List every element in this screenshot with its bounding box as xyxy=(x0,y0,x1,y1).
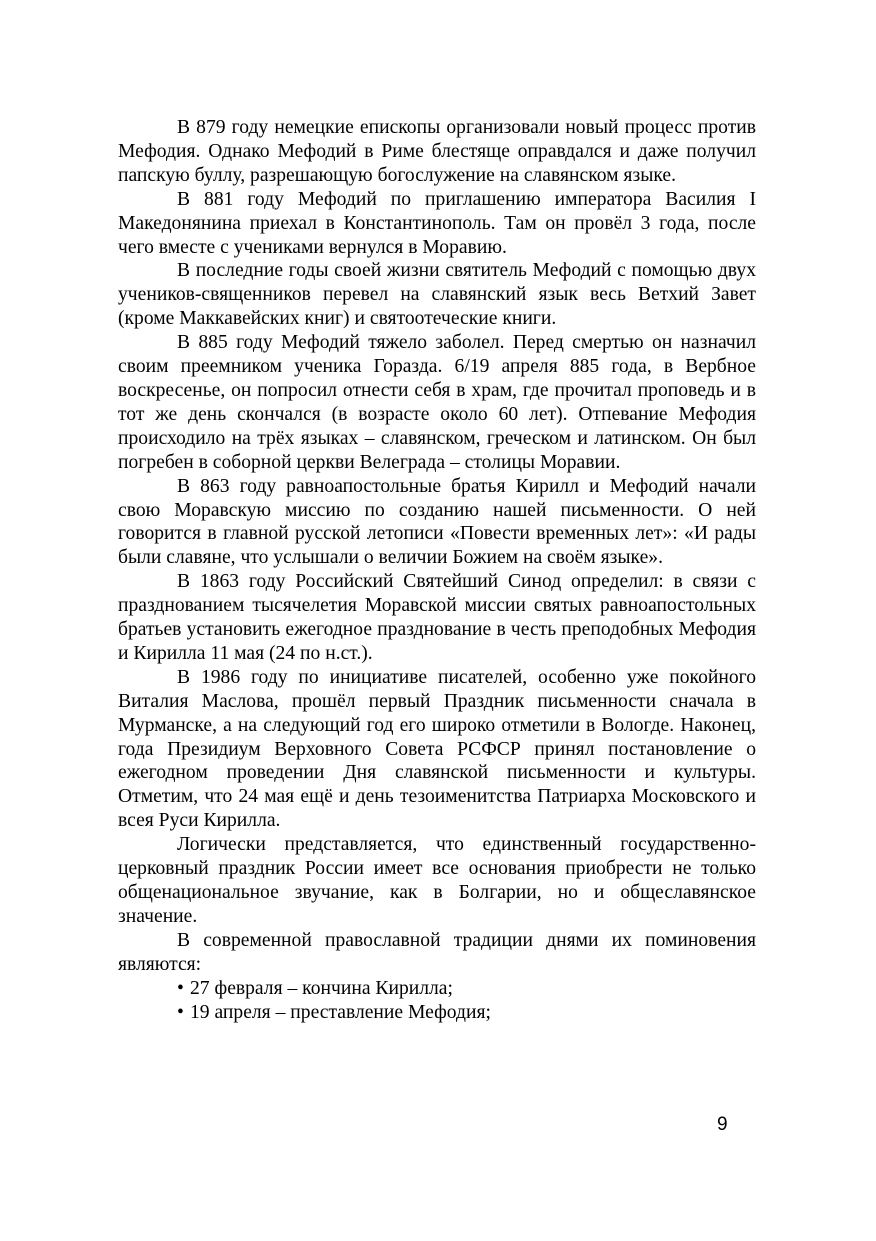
document-page xyxy=(118,116,756,1024)
paragraph-1863: В 1863 году Российский Святейший Синод определил: в связи с празднованием тысячелетия Моравской миссии святых равноапостольных братьев установить ежегодное празднование в честь преподобных Мефодия и Кирилла 11 мая (24 по н.ст.). xyxy=(118,571,756,664)
paragraph-logic: Логически представляется, что единственный государственно-церковный праздник России имеет все основания приобрести не только общенациональное звучание, как в Болгарии, но и общеславянское значение. xyxy=(118,834,756,927)
paragraph-885: В 885 году Мефодий тяжело заболел. Перед смертью он назначил своим преемником ученика Горазда. 6/19 апреля 885 года, в Вербное воскресенье, он попросил отнести себя в храм, где прочитал проповедь и в тот же день скончался (в возрасте около 60 лет). Отпевание Мефодия происходило на трёх языках – славянском, греческом и латинском. Он был погребен в соборной церкви Велеграда – столицы Моравии. xyxy=(118,332,756,473)
page-number: 9 xyxy=(717,1114,728,1135)
list-item-text: 27 февраля – кончина Кирилла; xyxy=(190,977,453,999)
paragraph-commemoration: В современной православной традиции днями их поминовения являются: xyxy=(118,929,756,975)
paragraph-863: В 863 году равноапостольные братья Кирилл и Мефодий начали свою Моравскую миссию по созданию нашей письменности. О ней говорится в главной русской летописи «Повести временных лет»: «И рады были славяне, что услышали о величии Божием на своём языке». xyxy=(118,475,756,569)
bullet-icon: • xyxy=(177,977,184,999)
paragraph-last-years: В последние годы своей жизни святитель Мефодий с помощью двух учеников-священников перевел на славянский язык весь Ветхий Завет (кроме Маккавейских книг) и святоотеческие книги. xyxy=(118,260,756,330)
paragraph-1986: В 1986 году по инициативе писателей, особенно уже покойного Виталия Маслова, прошёл первый Праздник письменности сначала в Мурманске, а на следующий год его широко отметили в Вологде. Наконец, года Президиум Верховного Совета РСФСР принял постановление о ежегодном проведении Дня славянской письменности и культуры. Отметим, что 24 мая ещё и день тезоименитства Патриарха Московского и всея Руси Кирилла. xyxy=(118,666,756,832)
paragraph-881: В 881 году Мефодий по приглашению императора Василия I Македонянина приехал в Константинополь. Там он провёл 3 года, после чего вместе с учениками вернулся в Моравию. xyxy=(118,188,756,258)
list-item xyxy=(118,977,756,1001)
list-item xyxy=(118,1001,756,1025)
paragraph-879: В 879 году немецкие епископы организовали новый процесс против Мефодия. Однако Мефодий в Риме блестяще оправдался и даже получил папскую буллу, разрешающую богослужение на славянском языке. xyxy=(118,117,756,186)
bullet-icon: • xyxy=(177,1001,184,1023)
commemoration-list xyxy=(118,977,756,1025)
list-item-text: 19 апреля – преставление Мефодия; xyxy=(190,1001,491,1023)
